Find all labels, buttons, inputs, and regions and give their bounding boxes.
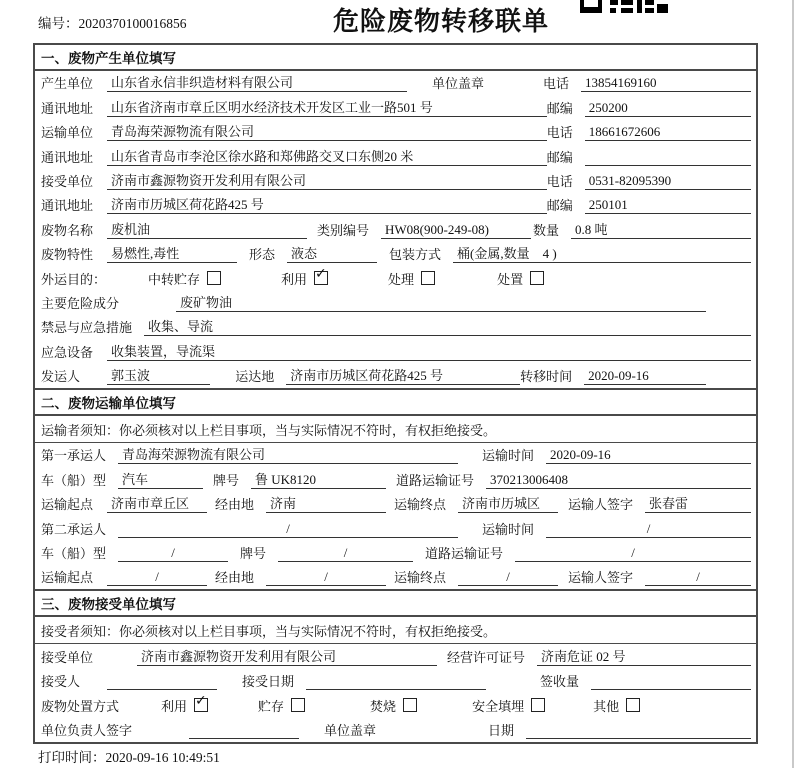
transport-time-2-label: 运输时间 [481, 521, 534, 537]
row-producer-address [35, 95, 756, 119]
row-accepting-unit [35, 644, 756, 668]
row-transport-unit [35, 120, 756, 144]
checkbox-incinerate [403, 698, 417, 712]
row-disposal-method [35, 693, 756, 717]
waste-name-value: 废机油 [107, 219, 307, 239]
section-transport-header: 二、废物运输单位填写 [35, 388, 756, 416]
waste-property-label: 废物特性 [41, 247, 94, 263]
second-carrier-value: / [118, 521, 458, 538]
shipper-label: 发运人 [41, 369, 81, 385]
vehicle-type-2-value: / [118, 545, 228, 562]
receiver-address-label: 通讯地址 [41, 198, 94, 214]
emergency-equipment-label: 应急设备 [41, 344, 94, 360]
print-time [38, 746, 220, 766]
row-hazard-component [35, 291, 756, 315]
option-landfill [472, 696, 545, 715]
carrier-signature-value: 张春雷 [645, 493, 751, 513]
license-number-value: 济南危证 02 号 [537, 646, 751, 666]
emergency-measures-value: 收集、导流 [144, 316, 751, 336]
responsible-signature-value [189, 722, 299, 739]
transport-time-2-value: / [546, 521, 751, 538]
checkbox-dispose [530, 271, 544, 285]
section-receiver [35, 589, 756, 742]
unit-seal-label: 单位盖章 [432, 76, 485, 92]
route-via-value: 济南 [266, 493, 386, 513]
transport-address-label: 通讯地址 [41, 149, 94, 165]
checkbox-label: 贮存 [258, 698, 285, 714]
outbound-purpose-label: 外运目的： [41, 271, 107, 287]
row-waste-property [35, 242, 756, 266]
acceptor-label: 接受人 [41, 674, 81, 690]
section-transport [35, 388, 756, 589]
producer-unit-value: 山东省永信非织造材料有限公司 [107, 72, 407, 92]
emergency-equipment-value: 收集装置，导流渠 [107, 341, 751, 361]
transport-time-value: 2020-09-16 [546, 447, 751, 464]
date-value [526, 722, 751, 739]
producer-zip-label: 邮编 [546, 100, 573, 116]
row-transport-address [35, 144, 756, 168]
transport-address-value: 山东省青岛市李沧区徐水路和郑佛路交叉口东侧20 米 [107, 146, 547, 166]
route-via-2-value: / [266, 569, 386, 586]
checkbox-landfill [531, 698, 545, 712]
category-code-label: 类别编号 [317, 222, 370, 238]
doc-number-label: 编号： [38, 16, 79, 31]
plate-number-2-value: / [278, 545, 413, 562]
license-number-label: 经营许可证号 [447, 649, 526, 665]
road-permit-2-label: 道路运输证号 [425, 546, 504, 562]
row-receiver-unit [35, 169, 756, 193]
checkbox-label: 处理 [388, 271, 415, 287]
form-state-value: 液态 [287, 243, 377, 263]
row-acceptor [35, 669, 756, 693]
disposal-method-label: 废物处置方式 [41, 698, 120, 714]
transport-phone-label: 电话 [546, 125, 573, 141]
accepting-unit-label: 接受单位 [41, 649, 94, 665]
checkbox-label: 利用 [281, 271, 308, 287]
receiver-unit-value: 济南市鑫源物资开发利用有限公司 [107, 170, 547, 190]
checkbox-store [291, 698, 305, 712]
hazard-component-label: 主要危险成分 [41, 295, 120, 311]
route-via-2-label: 经由地 [215, 570, 255, 586]
row-second-carrier [35, 516, 756, 540]
shipper-value: 郭玉波 [107, 365, 210, 385]
transport-unit-label: 运输单位 [41, 125, 94, 141]
producer-zip-value: 250200 [585, 100, 751, 117]
transport-time-label: 运输时间 [481, 448, 534, 464]
qr-code-fragment [580, 0, 668, 13]
checkbox-label: 利用 [161, 698, 188, 714]
route-end-2-label: 运输终点 [394, 570, 447, 586]
acceptor-value [107, 673, 217, 690]
packaging-value: 桶(金属,数量 4 ) [453, 243, 751, 263]
option-utilize-3 [161, 693, 208, 715]
receiver-zip-value: 250101 [585, 197, 751, 214]
route-end-2-value: / [458, 569, 558, 586]
date-label: 日期 [487, 722, 514, 738]
transporter-notice: 运输者须知：你必须核对以上栏目事项，当与实际情况不符时，有权拒绝接受。 [35, 416, 756, 443]
checkbox-transfer-storage [207, 271, 221, 285]
waste-name-label: 废物名称 [41, 222, 94, 238]
road-permit-label: 道路运输证号 [396, 472, 475, 488]
receiver-phone-value: 0531-82095390 [585, 173, 751, 190]
row-responsible-signature [35, 718, 756, 742]
transport-zip-label: 邮编 [546, 149, 573, 165]
option-store [258, 696, 305, 715]
destination-label: 运达地 [235, 369, 275, 385]
doc-title: 危险废物转移联单 [333, 7, 550, 36]
vehicle-type-2-label: 车（船）型 [41, 546, 107, 562]
destination-value: 济南市历城区荷花路425 号 [286, 365, 520, 385]
row-route-1 [35, 492, 756, 516]
route-start-label: 运输起点 [41, 497, 94, 513]
manifest-form-table [33, 43, 758, 744]
quantity-label: 数量 [532, 222, 559, 238]
transport-phone-value: 18661672606 [585, 124, 751, 141]
row-producer-unit [35, 71, 756, 95]
checkbox-label: 处置 [497, 271, 524, 287]
form-state-label: 形态 [249, 247, 276, 263]
page-edge-line [792, 0, 794, 768]
option-dispose [497, 269, 544, 288]
print-time-label: 打印时间： [38, 750, 106, 765]
waste-property-value: 易燃性,毒性 [107, 243, 237, 263]
row-vehicle-type-1 [35, 467, 756, 491]
plate-number-value: 鲁 UK8120 [251, 469, 386, 489]
receiver-notice: 接受者须知：你必须核对以上栏目事项，当与实际情况不符时，有权拒绝接受。 [35, 617, 756, 644]
row-route-2 [35, 565, 756, 589]
section-producer [35, 45, 756, 388]
row-waste-name [35, 217, 756, 241]
responsible-signature-label: 单位负责人签字 [41, 722, 133, 738]
checkbox-treat [421, 271, 435, 285]
vehicle-type-value: 汽车 [118, 469, 203, 489]
row-shipper [35, 364, 756, 388]
row-vehicle-type-2 [35, 541, 756, 565]
first-carrier-value: 青岛海荣源物流有限公司 [118, 444, 458, 464]
vehicle-type-label: 车（船）型 [41, 472, 107, 488]
plate-number-label: 牌号 [213, 472, 240, 488]
transport-unit-value: 青岛海荣源物流有限公司 [107, 121, 547, 141]
checkbox-label: 安全填埋 [472, 698, 525, 714]
doc-number [38, 12, 187, 32]
row-emergency-measures [35, 315, 756, 339]
doc-number-value: 2020370100016856 [78, 16, 187, 31]
carrier-signature-2-label: 运输人签字 [568, 570, 634, 586]
road-permit-2-value: / [515, 545, 751, 562]
first-carrier-label: 第一承运人 [41, 448, 107, 464]
option-utilize [281, 266, 328, 288]
unit-seal-3-label: 单位盖章 [324, 722, 377, 738]
row-outbound-purpose [35, 266, 756, 290]
section-receiver-header: 三、废物接受单位填写 [35, 589, 756, 617]
route-start-2-value: / [107, 569, 207, 586]
quantity-value: 0.8 吨 [571, 219, 751, 239]
received-quantity-value [591, 673, 751, 690]
route-start-value: 济南市章丘区 [107, 493, 207, 513]
accepting-unit-value: 济南市鑫源物资开发利用有限公司 [137, 646, 437, 666]
transport-zip-value [585, 149, 751, 166]
second-carrier-label: 第二承运人 [41, 521, 107, 537]
route-end-label: 运输终点 [394, 497, 447, 513]
row-first-carrier [35, 443, 756, 467]
route-end-value: 济南市历城区 [458, 493, 558, 513]
checkbox-utilize-3: ✓ [194, 698, 208, 712]
section-producer-header: 一、废物产生单位填写 [35, 45, 756, 71]
receiver-zip-label: 邮编 [546, 198, 573, 214]
route-via-label: 经由地 [215, 497, 255, 513]
producer-phone-label: 电话 [542, 76, 569, 92]
carrier-signature-2-value: / [645, 569, 751, 586]
route-start-2-label: 运输起点 [41, 570, 94, 586]
receiver-address-value: 济南市历城区荷花路425 号 [107, 194, 547, 214]
plate-number-2-label: 牌号 [240, 546, 267, 562]
accept-date-value [306, 673, 486, 690]
received-quantity-label: 签收量 [539, 674, 579, 690]
accept-date-label: 接受日期 [242, 674, 295, 690]
producer-address-value: 山东省济南市章丘区明水经济技术开发区工业一路501 号 [107, 97, 547, 117]
checkbox-other [626, 698, 640, 712]
print-time-value: 2020-09-16 10:49:51 [105, 750, 220, 765]
transfer-time-value: 2020-09-16 [584, 368, 706, 385]
packaging-label: 包装方式 [389, 247, 442, 263]
producer-phone-value: 13854169160 [581, 75, 751, 92]
option-other [593, 696, 640, 715]
receiver-unit-label: 接受单位 [41, 173, 94, 189]
option-treat [388, 269, 435, 288]
road-permit-value: 370213006408 [486, 472, 751, 489]
checkbox-utilize: ✓ [314, 271, 328, 285]
emergency-measures-label: 禁忌与应急措施 [41, 320, 133, 336]
producer-address-label: 通讯地址 [41, 100, 94, 116]
producer-unit-label: 产生单位 [41, 76, 94, 92]
carrier-signature-label: 运输人签字 [568, 497, 634, 513]
transfer-time-label: 转移时间 [520, 369, 573, 385]
option-transfer-storage [148, 269, 221, 288]
row-emergency-equipment [35, 339, 756, 363]
option-incinerate [370, 696, 417, 715]
category-code-value: HW08(900-249-08) [381, 222, 531, 239]
checkbox-label: 焚烧 [370, 698, 397, 714]
receiver-phone-label: 电话 [546, 173, 573, 189]
checkbox-label: 中转贮存 [148, 271, 201, 287]
checkbox-label: 其他 [593, 698, 620, 714]
row-receiver-address [35, 193, 756, 217]
hazard-component-value: 废矿物油 [176, 292, 706, 312]
